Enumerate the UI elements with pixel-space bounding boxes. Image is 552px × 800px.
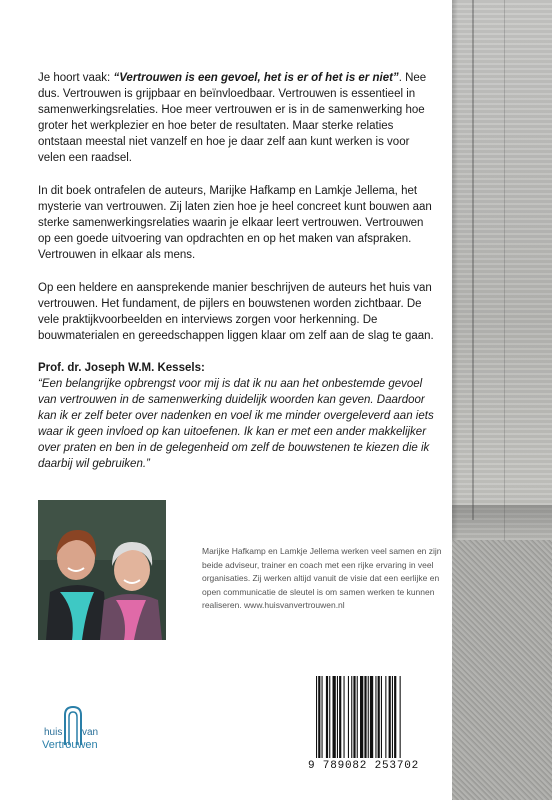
barcode-bar: [392, 676, 393, 758]
barcode-bar: [329, 676, 330, 758]
barcode-bar: [357, 676, 358, 758]
barcode-bar: [351, 676, 352, 758]
barcode-bar: [378, 676, 380, 758]
intro-prefix: Je hoort vaak:: [38, 72, 114, 84]
logo-word-huis: huis: [44, 727, 63, 738]
paragraph-house-text: Op een heldere en aansprekende manier beschrijven de auteurs het huis van vertrouwen. Het fundament, de pijlers en bouwstenen worden zichtbaar. De vele praktijkvoorbeelden en interviews zorgen voor herkenning. De bouwmaterialen en gereedschappen liggen klaar om zelf aan de slag te gaan.: [38, 282, 434, 342]
barcode-bar: [333, 676, 336, 758]
barcode-bar: [370, 676, 373, 758]
intro-paragraph: [38, 70, 438, 166]
authors-bio: [202, 545, 442, 613]
barcode-bar: [389, 676, 391, 758]
authors-photo: [38, 500, 166, 640]
barcode-bar: [318, 676, 320, 758]
intro-quote: “Vertrouwen is een gevoel, het is er of het is er niet”: [113, 72, 399, 84]
barcode-bar: [375, 676, 376, 758]
barcode-bar: [326, 676, 328, 758]
barcode-bar: [322, 676, 323, 758]
logo-word-van: van: [82, 727, 99, 738]
barcode-bar: [400, 676, 401, 758]
barcode-bar: [394, 676, 396, 758]
authors-bio-text: Marijke Hafkamp en Lamkje Jellema werken veel samen en zijn beide adviseur, trainer en coach met een rijke ervaring in veel organisaties. Zij werken altijd vanuit de visie dat een eerlijke en open communicatie de sleutel is om samen werken te kunnen realiseren. www.huisvanvertrouwen.nl: [202, 546, 442, 610]
floor-shadow: [452, 505, 552, 545]
barcode-bar: [353, 676, 355, 758]
isbn-digits: 9 789082 253702: [308, 760, 420, 772]
isbn-barcode: [308, 672, 438, 780]
barcode-bars: [316, 676, 430, 758]
barcode-bar: [360, 676, 363, 758]
concrete-wall-image: [452, 0, 552, 800]
barcode-bar: [339, 676, 341, 758]
endorsement: [38, 360, 438, 472]
barcode-bar: [368, 676, 369, 758]
paragraph-authors-text: In dit boek ontrafelen de auteurs, Marijke Hafkamp en Lamkje Jellema, het mysterie van vertrouwen. Zij laten zien hoe je heel concreet kunt bouwen aan sterke samenwerkingsrelaties waarin je elkaar leert vertrouwen. Vertrouwen op een goede uitvoering van opdrachten en op het maken van afspraken. Vertrouwen in elkaar als mens.: [38, 185, 432, 261]
wall-seam: [504, 0, 505, 560]
barcode-bar: [364, 676, 366, 758]
barcode-bar: [348, 676, 349, 758]
logo-word-vertrouwen: Vertrouwen: [42, 739, 98, 751]
barcode-bar: [316, 676, 317, 758]
paragraph-authors: [38, 183, 438, 263]
barcode-bar: [381, 676, 382, 758]
barcode-bar: [344, 676, 345, 758]
wall-seam: [472, 0, 474, 520]
intro-rest: . Nee dus. Vertrouwen is grijpbaar en beïnvloedbaar. Vertrouwen is essentieel in samenwerkingsrelaties. Hoe meer vertrouwen er is in de samenwerking hoe groter het werkplezier en hoe beter de resultaten. Maar sterke relaties ontstaan meestal niet vanzelf en hoe je daar zelf aan kunt werken is voor velen een raadsel.: [38, 72, 427, 164]
concrete-floor: [452, 540, 552, 800]
endorser-name: Prof. dr. Joseph W.M. Kessels:: [38, 362, 205, 374]
endorsement-quote: “Een belangrijke opbrengst voor mij is dat ik nu aan het onbestemde gevoel van vertrouwen in de samenwerking duidelijk woorden kan geven. Daardoor kan ik er zelf beter over nadenken en voel ik me minder overgeleverd aan iets waar ik geen invloed op kan uitoefenen. Ik kan er met een ander makkelijker over praten en ben in de gelegenheid om zelf de bouwstenen te kiezen die ik daarbij wil gebruiken.”: [38, 378, 434, 470]
publisher-logo: [42, 705, 132, 755]
paragraph-house: [38, 280, 438, 344]
barcode-bar: [337, 676, 338, 758]
barcode-bar: [385, 676, 386, 758]
